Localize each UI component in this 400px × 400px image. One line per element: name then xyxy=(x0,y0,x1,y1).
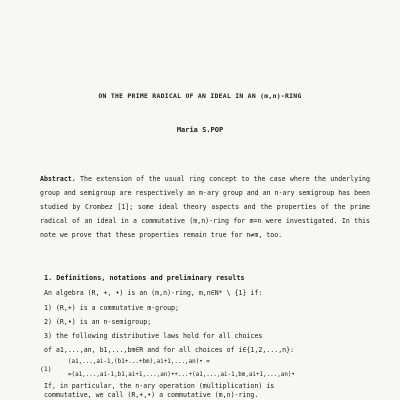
closing-line-1: If, in particular, the n-ary operation (multiplication) is xyxy=(44,382,275,390)
abstract-text: The extension of the usual ring concept to the case where the underlying group and semigroup are respectively an m-ary group and an n-ary semigroup has been studied by Crombez [1]; some ideal theory aspects and the properties of the prime radical of an ideal in a commutative (m,n)-ring for m=n were investigated. In this note we prove that these properties remain true for n≠m, too. xyxy=(40,175,370,239)
closing-line-2: commutative, we call (R,+,•) a commutative (m,n)-ring. xyxy=(44,391,259,399)
equation-line-1: (a1,...,ai-1,(b1+...+bm),ai+1,...,an)• = xyxy=(68,359,210,365)
author-name: Maria S.POP xyxy=(176,126,224,134)
condition-3-continued: of a1,...,an, b1,...,bm∈R and for all choices of i∈{1,2,...,n}: xyxy=(44,346,295,354)
section-heading: 1. Definitions, notations and preliminary results xyxy=(44,274,245,282)
paper-title: ON THE PRIME RADICAL OF AN IDEAL IN AN (m,n)-RING xyxy=(98,92,302,100)
abstract-label: Abstract. xyxy=(40,175,76,183)
equation-line-2: =(a1,...,ai-1,b1,ai+1,...,an)•+...+(a1,...,ai-1,bm,ai+1,...,an)• xyxy=(68,372,295,378)
equation-number: (1) xyxy=(40,365,52,373)
condition-1: 1) (R,+) is a commutative m-group; xyxy=(44,304,179,312)
condition-3: 3) the following distributive laws hold for all choices xyxy=(44,332,263,340)
abstract-paragraph xyxy=(40,173,370,243)
condition-2: 2) (R,•) is an n-semigroup; xyxy=(44,318,152,326)
definition-intro: An algebra (R, +, •) is an (m,n)-ring, m,n∈N* \ {1} if: xyxy=(44,289,263,297)
